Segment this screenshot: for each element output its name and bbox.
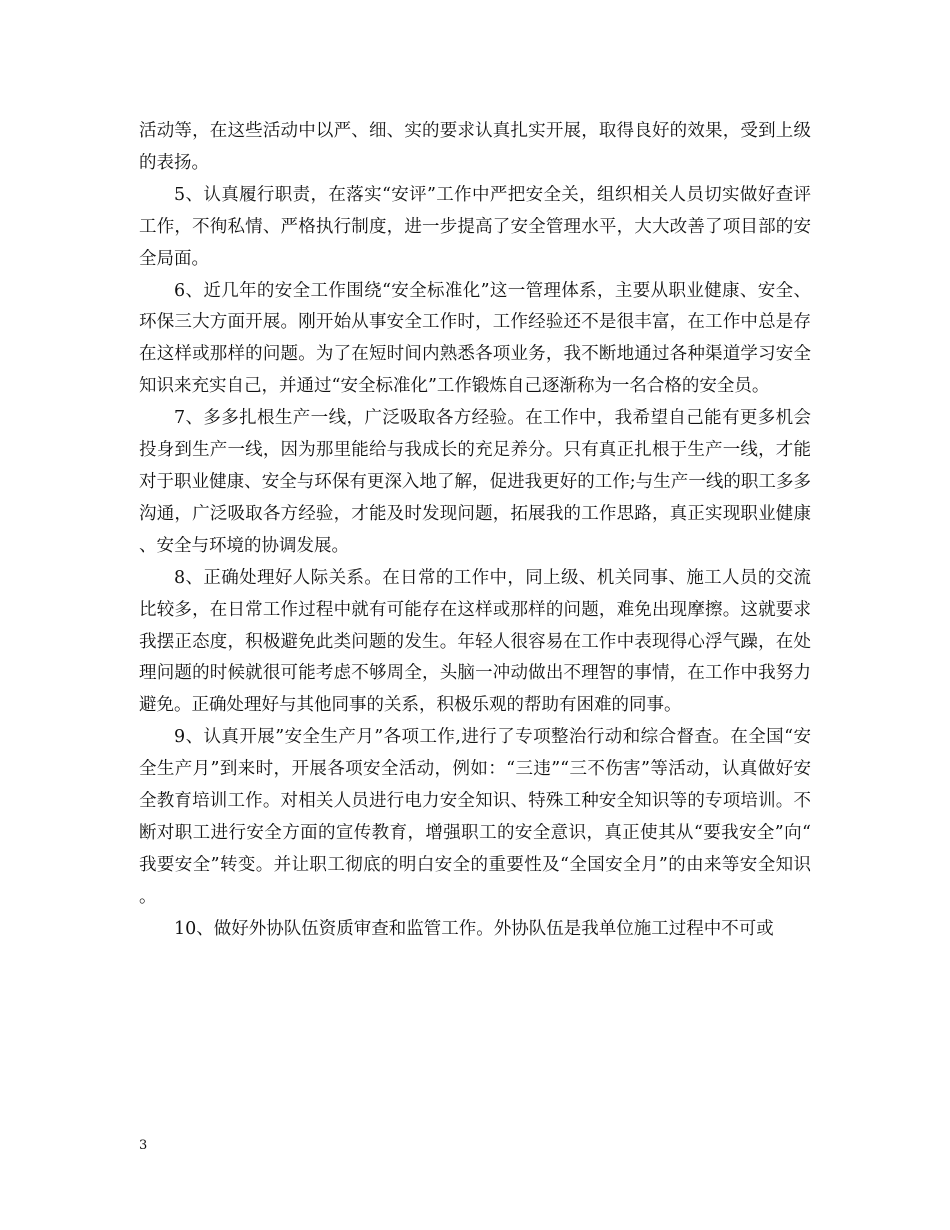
document-body (139, 116, 811, 946)
paragraph-item-5: 5、认真履行职责，在落实“安评”工作中严把安全关，组织相关人员切实做好查评工作，不徇私情、严格执行制度，进一步提高了安全管理水平，大大改善了项目部的安全局面。 (139, 184, 811, 269)
paragraph-item-8: 8、正确处理好人际关系。在日常的工作中，同上级、机关同事、施工人员的交流比较多，在日常工作过程中就有可能存在这样或那样的问题，难免出现摩擦。这就要求我摆正态度，积极避免此类问题的发生。年轻人很容易在工作中表现得心浮气躁，在处理问题的时候就很可能考虑不够周全，头脑一冲动做出不理智的事情，在工作中我努力避免。正确处理好与其他同事的关系，积极乐观的帮助有困难的同事。 (139, 567, 811, 716)
paragraph-item-9: 9、认真开展”安全生产月”各项工作,进行了专项整治行动和综合督查。在全国“安全生产月”到来时，开展各项安全活动，例如：“三违”“三不伤害”等活动，认真做好安全教育培训工作。对相关人员进行电力安全知识、特殊工种安全知识等的专项培训。不断对职工进行安全方面的宣传教育，增强职工的安全意识，真正使其从“要我安全”向“我要安全”转变。并让职工彻底的明白安全的重要性及“全国安全月”的由来等安全知识。 (139, 727, 811, 907)
paragraph-item-7: 7、多多扎根生产一线，广泛吸取各方经验。在工作中，我希望自己能有更多机会投身到生产一线，因为那里能给与我成长的充足养分。只有真正扎根于生产一线，才能对于职业健康、安全与环保有更深入地了解，促进我更好的工作;与生产一线的职工多多沟通，广泛吸取各方经验，才能及时发现问题，拓展我的工作思路，真正实现职业健康、安全与环境的协调发展。 (139, 408, 811, 556)
paragraph-item-10: 10、做好外协队伍资质审查和监管工作。外协队伍是我单位施工过程中不可或 (174, 918, 774, 939)
paragraph-continuation: 活动等，在这些活动中以严、细、实的要求认真扎实开展，取得良好的效果，受到上级的表扬。 (139, 121, 811, 173)
paragraph-item-6: 6、近几年的安全工作围绕“安全标准化”这一管理体系，主要从职业健康、安全、环保三大方面开展。刚开始从事安全工作时，工作经验还不是很丰富，在工作中总是存在这样或那样的问题。为了在短时间内熟悉各项业务，我不断地通过各种渠道学习安全知识来充实自己，并通过“安全标准化”工作锻炼自己逐渐称为一名合格的安全员。 (139, 280, 811, 397)
page-number: 3 (139, 1138, 148, 1153)
